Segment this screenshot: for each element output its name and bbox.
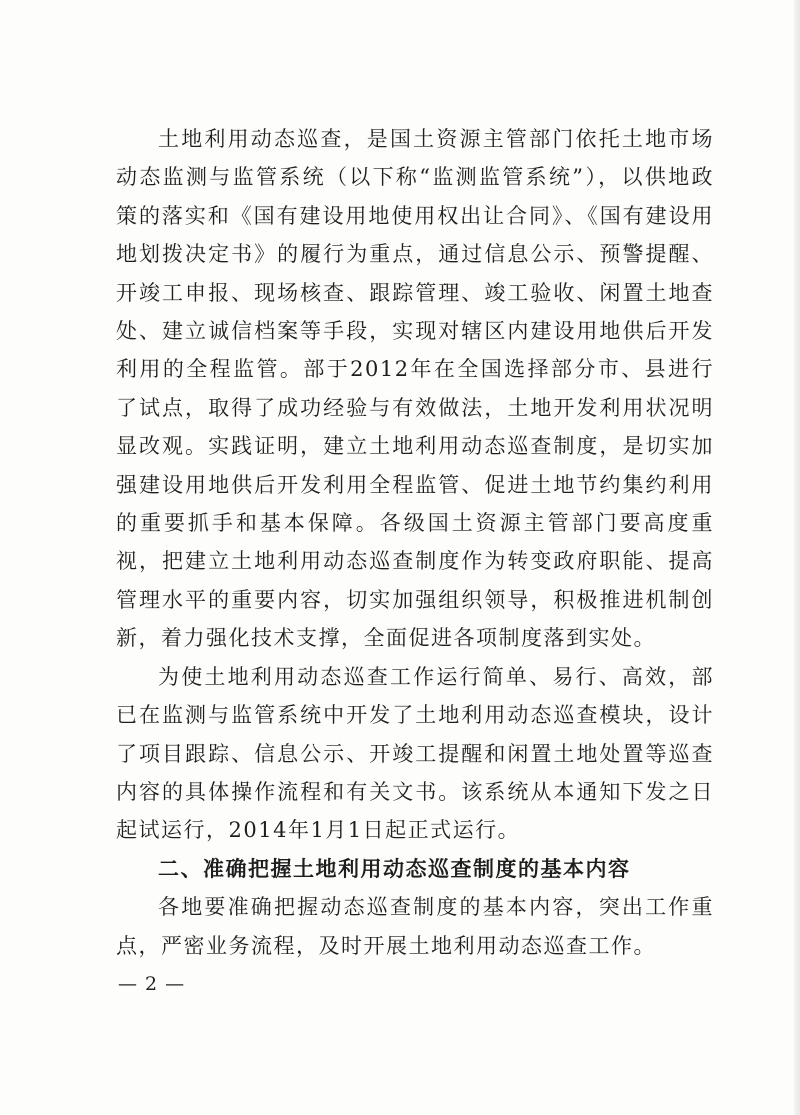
- section-heading: 二、准确把握土地利用动态巡查制度的基本内容: [158, 856, 631, 881]
- paragraph-2: 为使土地利用动态巡查工作运行简单、易行、高效，部已在监测与监管系统中开发了土地利用动态巡查模块，设计了项目跟踪、信息公示、开竣工提醒和闲置土地处置等巡查内容的具体操作流程和有关文书。该系统从本通知下发之日起试运行，2014年1月1日起正式运行。: [116, 664, 714, 843]
- page-number: — 2 —: [118, 973, 186, 995]
- body-text: [116, 120, 714, 965]
- paragraph-1: 土地利用动态巡查，是国土资源主管部门依托土地市场动态监测与监管系统（以下称“监测监管系统”），以供地政策的落实和《国有建设用地使用权出让合同》、《国有建设用地划拨决定书》的履行为重点，通过信息公示、预警提醒、开竣工申报、现场核查、跟踪管理、竣工验收、闲置土地查处、建立诚信档案等手段，实现对辖区内建设用地供后开发利用的全程监管。部于2012年在全国选择部分市、县进行了试点，取得了成功经验与有效做法，土地开发利用状况明显改观。实践证明，建立土地利用动态巡查制度，是切实加强建设用地供后开发利用全程监管、促进土地节约集约利用的重要抓手和基本保障。各级国土资源主管部门要高度重视，把建立土地利用动态巡查制度作为转变政府职能、提高管理水平的重要内容，切实加强组织领导，积极推进机制创新，着力强化技术支撑，全面促进各项制度落到实处。: [116, 127, 714, 651]
- scan-edge: [794, 0, 800, 1115]
- section-paragraph: 各地要准确把握动态巡查制度的基本内容，突出工作重点，严密业务流程，及时开展土地利用动态巡查工作。: [116, 895, 714, 958]
